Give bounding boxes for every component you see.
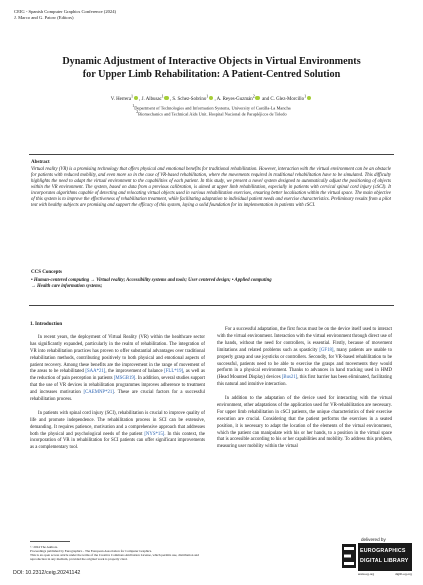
copyright-footnote: © 2024 The Authors. Proceedings published by Eurographics - The European Association for Computer Graphics. This is an open access article under the terms of the Creative Commons Attribution License, which permits use, distribution and reproduction in any medium, provided the original work is properly cited. [30,545,199,562]
orcid-icon[interactable] [209,96,214,101]
author[interactable]: J. Albusac$^1$, [141,93,173,102]
author[interactable]: A. Reyes-Guzmán$^2$ [217,97,263,102]
doi[interactable]: DOI: 10.2312/ceig.20241142 [13,570,81,576]
author-list [10,93,413,102]
affiliation-1: $^1$Department of Technologies and Information Systems, University of Castilla-La Mancha [132,104,291,111]
paragraph: In recent years, the deployment of Virtual Reality (VR) within the healthcare sector has significantly expanded, particularly in the realm of rehabilitation. The integration of VR into rehabilitation practices has proven to offer substantial advantages over traditional rehabilitation methods, contributing positively to both physical and emotional aspects of patient recovery. Among these benefits are the improvement in the range of movement of the areas to be rehabilitated [SAA*21], the improvement of balance [FLL*19], as well as the reduction of pain perception in patients [MSGB19]. In addition, several studies support that the use of VR devices in rehabilitation programmes improves adherence to treatment and increases motivation [CAEMNP*21]. These are crucial factors for a successful rehabilitation process. [30,334,205,403]
eurographics-logo[interactable] [340,537,412,578]
orcid-icon[interactable] [255,96,260,101]
citation-link[interactable]: [CAEMNP*21] [83,390,114,396]
author[interactable]: V. Herrera$^1$, [110,93,142,102]
diglib-url[interactable]: diglib.eg.org [395,572,412,576]
eg-url[interactable]: www.eg.org [358,572,375,576]
conference-name: CEIG - Spanish Computer Graphics Conference (2024) [14,9,117,14]
divider [29,305,394,306]
abstract-text: Virtual reality (VR) is a promising technology that offers physical and emotional benefits for traditional rehabilitation. However, interaction with the virtual environment can be an obstacle for patients with reduced mobility, and even more so in the case of VR-based rehabilitation, where the movements required in traditional rehabilitation have to be simulated. This difficulty highlights the need to adapt the virtual environment to the capabilities of each patient. In this study, we present a novel system designed to automatically adjust the positioning of objects within the VR environment. The system, based on data from a previous calibration, is aimed at upper limb rehabilitation, especially in patients with cervical spinal cord injury (cSCI). It incorporates algorithms capable of detecting and relocating virtual objects used in various rehabilitation exercises, ensuring better localisation within the virtual space. The main objective of this system is to improve the effectiveness of rehabilitation treatment, while facilitating adaptation to individual patient needs and exercise characteristics. Preliminary results from a pilot test with healthy subjects are promising and support the efficacy of this system, laying a solid foundation for its implementation in patients with cSCI. [31,167,391,209]
paper-title [10,56,413,81]
orcid-icon[interactable] [307,96,312,101]
paragraph: In patients with spinal cord injury (SCI), rehabilitation is crucial to improve quality of life and promote independence. The rehabilitation process in SCI can be extensive, demanding. It requires patience, motivation and a comprehensive approach that addresses both the physical and psychological needs of the patient [NYS*15]. In this context, the incorporation of VR in rehabilitation for SCI patients can offer significant improvements as a complementary tool. [30,410,205,451]
delivered-by-label: delivered by [361,537,386,542]
left-column [30,322,205,452]
affiliation-2: $^2$Biomechanics and Technical Aids Unit. Hospital Nacional de Parapléjicos de Toledo [136,110,287,117]
logo-box: EUROGRAPHICS DIGITAL LIBRARY [358,543,412,571]
citation-link[interactable]: [FLL*19] [164,369,184,375]
paragraph: In addition to the adaptation of the device used for interacting with the virtual environment, other adaptations of the application used for VR-rehabilitation are necessary. For upper limb rehabilitation in cSCI patients, the unique characteristics of their exercise execution are crucial. Considering that the patient performs the exercises in a seated position, it is necessary to adapt the location of the elements of the virtual environment, which the patient can manipulate with his or her hands, to a position in the virtual space that is accessible according to his or her capabilities and mobility. To address this problem, measuring user mobility within the virtual [217,396,392,450]
section-heading: 1. Introduction [30,322,63,327]
paragraph: For a successful adaptation, the first focus must be on the device itself used to interact with the virtual environment. Interaction with the virtual environment through direct use of the hands, without the need for controllers, is essential. Firstly, because of movement limitations and related problems such as spasticity [GF18], many patients are unable to properly grasp and use joysticks or controllers. Secondly, for VR-based rehabilitation to be successful, patients need to be able to exercise the grasps and movements they would perform in a physical environment. Thanks to advances in hand tracking used in HMD (Head Mounted Display) devices [Bus21], this first barrier has been eliminated, facilitating this natural and intuitive interaction. [217,327,392,388]
logo-urls [358,572,412,576]
orcid-icon[interactable] [134,96,139,101]
editors: J. Marco and G. Patow (Editors) [14,15,74,20]
right-column [217,327,392,451]
author[interactable]: S. Schez-Sobrino$^1$, [172,93,217,102]
citation-link[interactable]: [MSGB19] [113,376,136,382]
title-line-1: Dynamic Adjustment of Interactive Objects in Virtual Environments [62,56,361,67]
citation-link[interactable]: [Bus21] [281,375,298,381]
abstract-heading: Abstract [31,160,50,165]
ccs-concepts: • Human-centered computing → Virtual reality; Accessibility systems and tools; User centered design; • Applied computing → Health care information systems; [31,278,272,290]
title-line-2: for Upper Limb Rehabilitation: A Patient-Centred Solution [82,68,341,80]
orcid-icon[interactable] [164,96,169,101]
author[interactable]: and C. Glez-Morcillo$^1$ [262,97,312,102]
conference-header [14,9,116,21]
footnote-rule [30,541,70,542]
ccs-heading: CCS Concepts [31,270,62,275]
eurographics-mark-icon [342,544,356,568]
citation-link[interactable]: [GF18] [319,347,334,353]
divider [29,154,394,155]
citation-link[interactable]: [SAA*21] [85,369,106,375]
citation-link[interactable]: [NYS*15] [144,431,165,437]
